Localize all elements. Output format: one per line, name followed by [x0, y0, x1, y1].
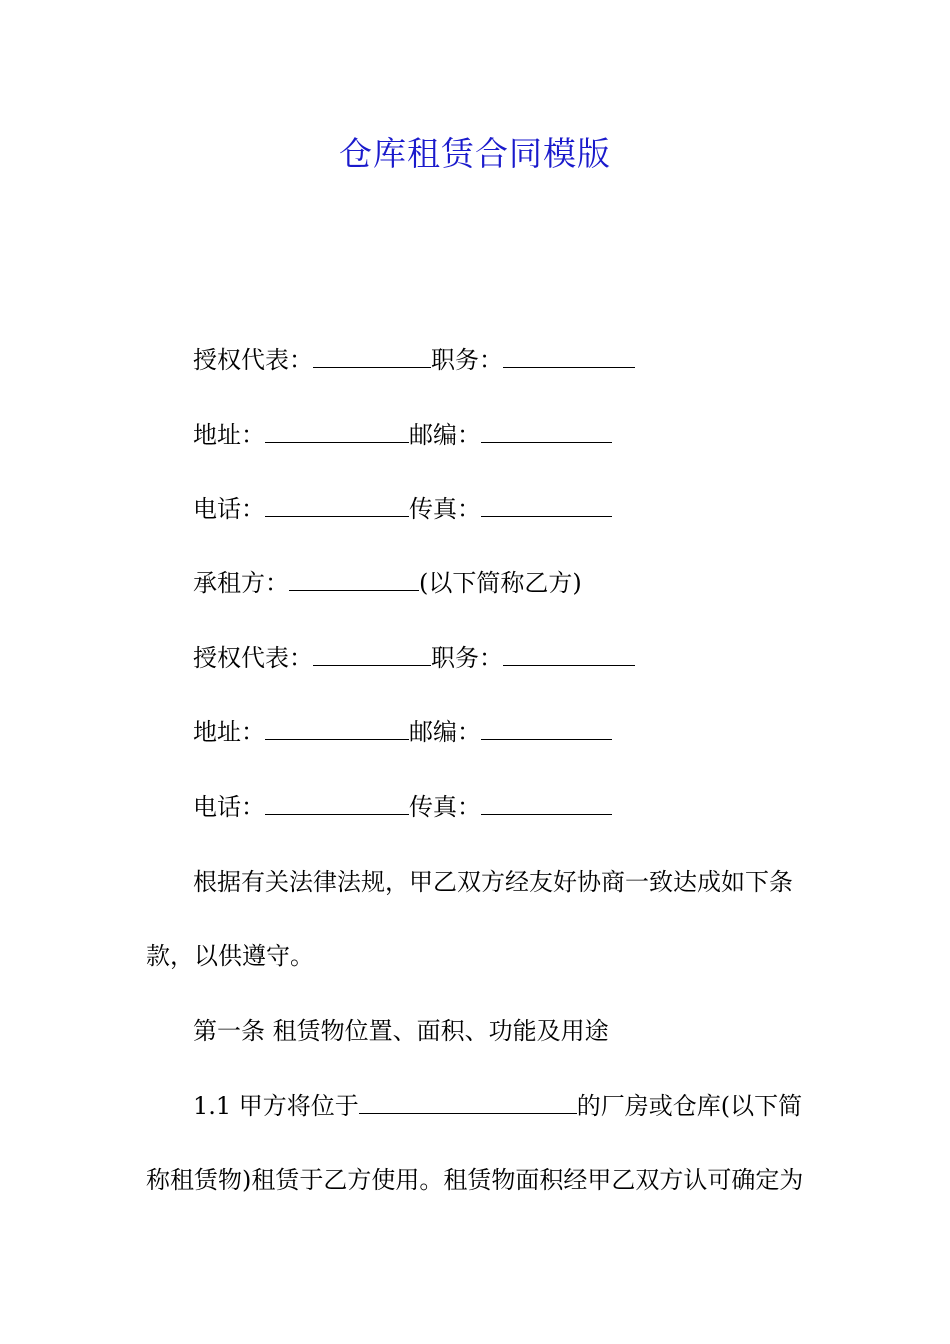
rep-label: 授权代表：: [193, 346, 313, 374]
rep-label: 授权代表：: [193, 644, 313, 672]
lessee-suffix: (以下简称乙方): [419, 569, 582, 597]
address-line-b: [193, 716, 612, 748]
rep-line-a: [193, 344, 635, 376]
postcode-label: 邮编：: [409, 718, 481, 746]
postcode-blank[interactable]: [481, 717, 612, 740]
rep-blank[interactable]: [313, 643, 431, 666]
phone-blank[interactable]: [265, 792, 409, 815]
position-label: 职务：: [431, 346, 503, 374]
position-blank[interactable]: [503, 345, 635, 368]
phone-blank[interactable]: [265, 494, 409, 517]
postcode-label: 邮编：: [409, 421, 481, 449]
phone-label: 电话：: [193, 793, 265, 821]
position-blank[interactable]: [503, 643, 635, 666]
rep-line-b: [193, 642, 635, 674]
clause-1-1-prefix: 1.1 甲方将位于: [193, 1092, 359, 1120]
phone-line-b: [193, 791, 612, 823]
fax-label: 传真：: [409, 793, 481, 821]
article-1-heading: 第一条 租赁物位置、面积、功能及用途: [193, 1017, 609, 1045]
phone-line-a: [193, 493, 612, 525]
address-line-a: [193, 419, 612, 451]
postcode-blank[interactable]: [481, 420, 612, 443]
document-title: 仓库租赁合同模版: [339, 134, 611, 173]
fax-blank[interactable]: [481, 494, 612, 517]
clause-1-1-line-1: [193, 1090, 802, 1122]
position-label: 职务：: [431, 644, 503, 672]
intro-line-2: 款，以供遵守。: [146, 942, 314, 970]
intro-line-1: 根据有关法律法规，甲乙双方经友好协商一致达成如下条: [193, 868, 793, 896]
address-blank[interactable]: [265, 420, 409, 443]
clause-1-1-line-2: 称租赁物)租赁于乙方使用。租赁物面积经甲乙双方认可确定为: [146, 1166, 804, 1194]
lessee-label: 承租方：: [193, 569, 289, 597]
address-blank[interactable]: [265, 717, 409, 740]
rep-blank[interactable]: [313, 345, 431, 368]
lessee-blank[interactable]: [289, 568, 419, 591]
phone-label: 电话：: [193, 495, 265, 523]
address-label: 地址：: [193, 718, 265, 746]
location-blank[interactable]: [359, 1091, 577, 1114]
clause-1-1-suffix: 的厂房或仓库(以下简: [576, 1092, 803, 1120]
fax-label: 传真：: [409, 495, 481, 523]
address-label: 地址：: [193, 421, 265, 449]
lessee-line: [193, 567, 582, 599]
fax-blank[interactable]: [481, 792, 612, 815]
